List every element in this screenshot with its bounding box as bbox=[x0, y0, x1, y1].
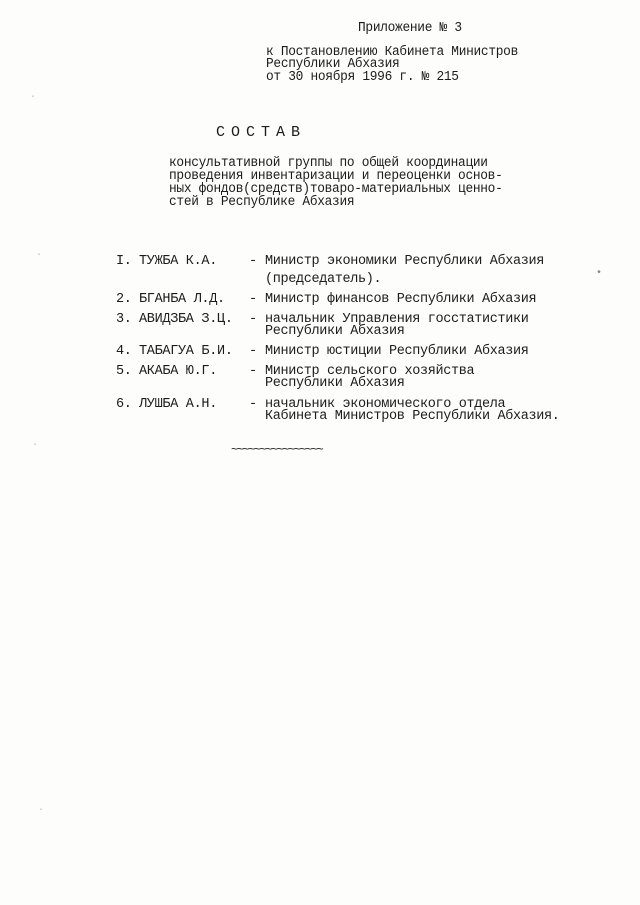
scan-speck: • bbox=[596, 268, 603, 279]
member-number: 2. bbox=[116, 292, 132, 307]
member-role-line2: (председатель). bbox=[265, 272, 382, 287]
member-number: 6. bbox=[116, 397, 132, 412]
dash-separator: - bbox=[249, 397, 258, 412]
subtitle-line1: консультативной группы по общей координации bbox=[169, 156, 488, 171]
dash-separator: - bbox=[249, 312, 258, 327]
member-role-line1: Министр финансов Республики Абхазия bbox=[265, 292, 537, 307]
member-name: ЛУШБА А.Н. bbox=[139, 397, 218, 412]
decree-reference-line2: Республики Абхазия bbox=[266, 57, 400, 72]
member-role-line2: Республики Абхазия bbox=[265, 376, 405, 391]
member-name: ТУЖБА К.А. bbox=[139, 254, 218, 269]
subtitle-line3: ных фондов(средств)товаро-материальных ценно- bbox=[169, 182, 503, 197]
dash-separator: - bbox=[249, 344, 258, 359]
scan-speck: · bbox=[38, 805, 45, 816]
dash-separator: - bbox=[249, 364, 258, 379]
scan-speck: · bbox=[32, 440, 39, 451]
member-role-line1: Министр юстиции Республики Абхазия bbox=[265, 344, 529, 359]
decree-reference-line3: от 30 ноября 1996 г. № 215 bbox=[266, 70, 459, 85]
decree-reference-line1: к Постановлению Кабинета Министров bbox=[266, 45, 518, 60]
document-title: СОСТАВ bbox=[216, 124, 307, 141]
member-number: I. bbox=[116, 254, 132, 269]
member-number: 5. bbox=[116, 364, 132, 379]
member-number: 3. bbox=[116, 312, 132, 327]
member-role-line2: Кабинета Министров Республики Абхазия. bbox=[265, 409, 560, 424]
subtitle-line2: проведения инвентаризации и переоценки основ- bbox=[169, 169, 503, 184]
member-role-line1: Министр сельского хозяйства bbox=[265, 364, 475, 379]
member-role-line2: Республики Абхазия bbox=[265, 324, 405, 339]
dash-separator: - bbox=[249, 254, 258, 269]
member-name: ТАБАГУА Б.И. bbox=[139, 344, 233, 359]
scan-speck: · bbox=[36, 250, 43, 261]
member-name: БГАНБА Л.Д. bbox=[139, 292, 225, 307]
member-role-line1: Министр экономики Республики Абхазия bbox=[265, 254, 545, 269]
member-name: АКАБА Ю.Г. bbox=[139, 364, 218, 379]
appendix-label: Приложение № 3 bbox=[358, 21, 462, 36]
scan-speck: · bbox=[30, 92, 37, 103]
dash-separator: - bbox=[249, 292, 258, 307]
closing-rule: ~~~~~~~~~~~~~~~~ bbox=[231, 443, 323, 457]
member-number: 4. bbox=[116, 344, 132, 359]
member-role-line1: начальник экономического отдела bbox=[265, 397, 506, 412]
member-name: АВИДЗБА З.Ц. bbox=[139, 312, 233, 327]
subtitle-line4: стей в Республике Абхазия bbox=[169, 195, 355, 210]
member-role-line1: начальник Управления госстатистики bbox=[265, 312, 529, 327]
